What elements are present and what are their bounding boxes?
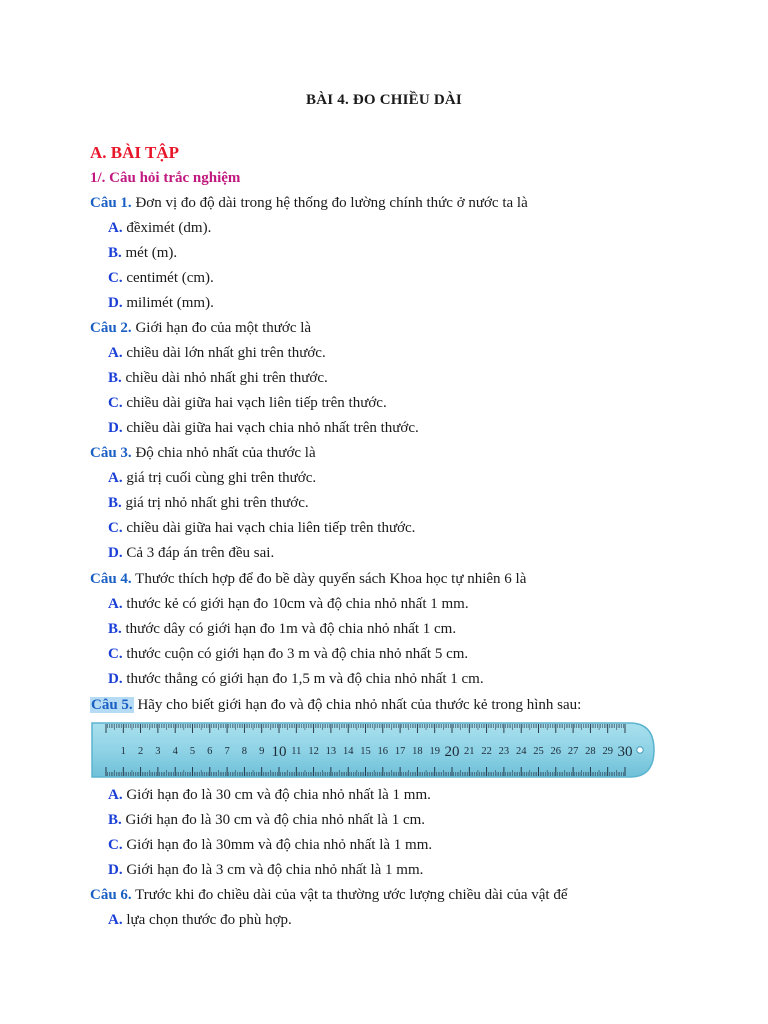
option-text: thước cuộn có giới hạn đo 3 m và độ chia nhỏ nhất 5 cm. [126, 646, 469, 662]
option-text: Giới hạn đo là 30 cm và độ chia nhỏ nhất là 1 cm. [125, 812, 426, 828]
question-6 [90, 887, 568, 904]
option-4b [108, 621, 456, 638]
page-title: BÀI 4. ĐO CHIỀU DÀI [306, 92, 462, 108]
ruler-number: 1 [120, 746, 126, 757]
option-1b [108, 245, 177, 262]
option-text: giá trị cuối cùng ghi trên thước. [126, 470, 317, 486]
ruler-number: 18 [412, 746, 423, 757]
ruler-number: 3 [155, 746, 161, 757]
option-text: đềximét (dm). [126, 220, 212, 236]
ruler-image [90, 721, 656, 779]
option-label: C. [108, 520, 123, 536]
option-text: thước dây có giới hạn đo 1m và độ chia nhỏ nhất 1 cm. [125, 621, 457, 637]
ruler-number: 16 [377, 746, 389, 757]
option-text: giá trị nhỏ nhất ghi trên thước. [125, 495, 309, 511]
option-label: B. [108, 812, 122, 828]
ruler-number: 30 [617, 744, 633, 760]
ruler-number: 17 [394, 746, 406, 757]
ruler-number: 4 [172, 746, 178, 757]
option-5a [108, 787, 431, 804]
ruler-number: 10 [271, 744, 287, 760]
option-3c [108, 520, 415, 537]
ruler-number: 26 [550, 746, 562, 757]
ruler-number: 2 [137, 746, 144, 757]
option-3d [108, 545, 274, 562]
question-3 [90, 445, 316, 462]
option-5c [108, 837, 432, 854]
option-text: chiều dài giữa hai vạch chia liên tiếp trên thước. [126, 520, 416, 536]
option-text: thước kẻ có giới hạn đo 10cm và độ chia nhỏ nhất 1 mm. [126, 596, 469, 612]
option-1c [108, 270, 214, 287]
question-text: Giới hạn đo của một thước là [135, 320, 312, 336]
option-label: B. [108, 621, 122, 637]
question-label: Câu 2. [90, 320, 132, 336]
question-label: Câu 1. [90, 195, 132, 211]
option-label: D. [108, 420, 123, 436]
question-label: Câu 4. [90, 571, 132, 587]
option-label: A. [108, 596, 123, 612]
ruler-number: 28 [585, 746, 596, 757]
ruler-number: 12 [308, 746, 319, 757]
ruler-number: 8 [241, 746, 248, 757]
option-label: C. [108, 837, 123, 853]
ruler-hole [637, 747, 643, 753]
option-label: A. [108, 787, 123, 803]
option-5d [108, 862, 423, 879]
question-label: Câu 3. [90, 445, 132, 461]
question-text: Hãy cho biết giới hạn đo và độ chia nhỏ nhất của thước kẻ trong hình sau: [137, 697, 582, 713]
ruler-number: 23 [498, 746, 510, 757]
option-label: C. [108, 270, 123, 286]
option-label: B. [108, 245, 122, 261]
ruler-number: 27 [567, 746, 579, 757]
ruler-number: 22 [481, 746, 492, 757]
question-4 [90, 571, 526, 588]
option-label: A. [108, 345, 123, 361]
option-label: A. [108, 220, 123, 236]
option-text: chiều dài lớn nhất ghi trên thước. [126, 345, 326, 361]
option-label: A. [108, 470, 123, 486]
option-2b [108, 370, 328, 387]
question-label: Câu 5. [91, 697, 133, 713]
option-label: B. [108, 370, 122, 386]
ruler-number: 6 [207, 746, 213, 757]
option-text: mét (m). [125, 245, 178, 261]
option-label: A. [108, 912, 123, 928]
option-1a [108, 220, 211, 237]
option-text: thước thẳng có giới hạn đo 1,5 m và độ chia nhỏ nhất 1 cm. [126, 671, 484, 687]
section-heading: A. BÀI TẬP [90, 143, 179, 162]
question-label: Câu 6. [90, 887, 132, 903]
option-label: C. [108, 646, 123, 662]
ruler-number: 20 [444, 744, 460, 760]
option-text: milimét (mm). [126, 295, 214, 311]
question-text: Thước thích hợp để đo bề dày quyển sách Khoa học tự nhiên 6 là [135, 571, 527, 587]
ruler-number: 21 [464, 746, 475, 757]
ruler-number: 29 [602, 746, 613, 757]
ruler-number: 24 [515, 746, 527, 757]
option-label: C. [108, 395, 123, 411]
ruler-number: 13 [325, 746, 337, 757]
question-2 [90, 320, 311, 337]
option-text: Giới hạn đo là 3 cm và độ chia nhỏ nhất là 1 mm. [126, 862, 424, 878]
option-2a [108, 345, 326, 362]
ruler-number: 7 [224, 746, 230, 757]
question-5 [90, 697, 581, 714]
question-text: Trước khi đo chiều dài của vật ta thường ước lượng chiều dài của vật để [135, 887, 568, 903]
option-text: chiều dài nhỏ nhất ghi trên thước. [125, 370, 328, 386]
subsection-heading: 1/. Câu hỏi trắc nghiệm [90, 170, 241, 186]
option-1d [108, 295, 214, 312]
option-label: B. [108, 495, 122, 511]
ruler-number: 11 [291, 746, 302, 757]
option-text: chiều dài giữa hai vạch liên tiếp trên thước. [126, 395, 387, 411]
option-label: D. [108, 671, 123, 687]
option-4c [108, 646, 468, 663]
option-4d [108, 671, 484, 688]
ruler-number: 14 [342, 746, 354, 757]
option-text: lựa chọn thước đo phù hợp. [126, 912, 292, 928]
ruler-number: 15 [360, 746, 371, 757]
question-1 [90, 195, 528, 212]
ruler-number: 5 [189, 746, 196, 757]
option-2c [108, 395, 387, 412]
option-3a [108, 470, 316, 487]
option-text: Giới hạn đo là 30mm và độ chia nhỏ nhất là 1 mm. [126, 837, 433, 853]
ruler-number: 19 [429, 746, 440, 757]
option-label: D. [108, 295, 123, 311]
option-2d [108, 420, 419, 437]
option-label: D. [108, 862, 123, 878]
ruler-number: 9 [259, 746, 265, 757]
ruler-number: 25 [533, 746, 544, 757]
option-text: centimét (cm). [126, 270, 214, 286]
question-text: Độ chia nhỏ nhất của thước là [135, 445, 316, 461]
option-6a [108, 912, 292, 929]
option-text: chiều dài giữa hai vạch chia nhỏ nhất trên thước. [126, 420, 419, 436]
option-4a [108, 596, 469, 613]
option-text: Cả 3 đáp án trên đều sai. [126, 545, 275, 561]
option-5b [108, 812, 425, 829]
option-3b [108, 495, 309, 512]
question-text: Đơn vị đo độ dài trong hệ thống đo lường chính thức ở nước ta là [135, 195, 528, 211]
option-text: Giới hạn đo là 30 cm và độ chia nhỏ nhất là 1 mm. [126, 787, 431, 803]
option-label: D. [108, 545, 123, 561]
